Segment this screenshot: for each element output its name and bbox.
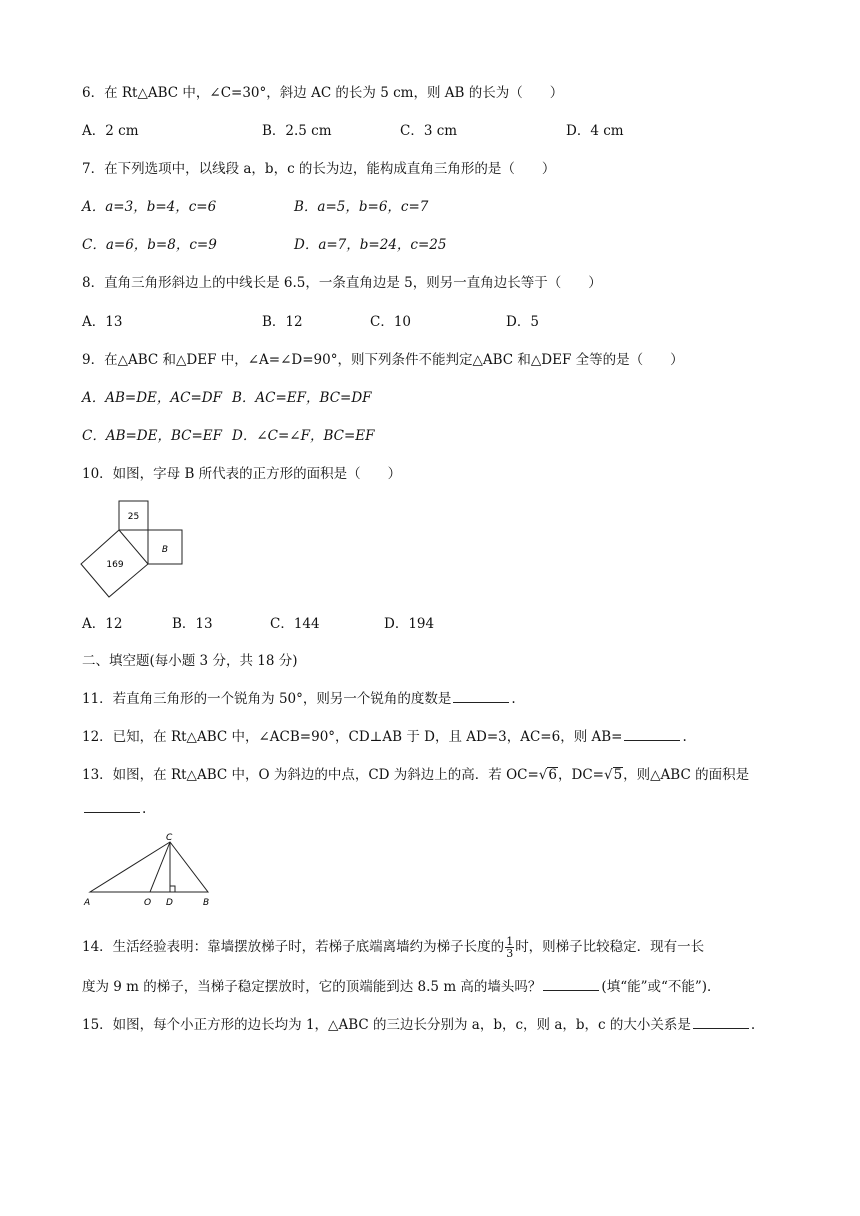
question-10: 10．如图，字母 B 所代表的正方形的面积是（ ） [82, 466, 402, 482]
label-a: A [84, 898, 91, 908]
q13-sqrt-5: 5 [613, 767, 623, 783]
q13-end: . [142, 801, 147, 817]
q10-option-b: B．13 [172, 616, 213, 632]
section-2-heading: 二、填空题(每小题 3 分，共 18 分) [82, 653, 298, 669]
q14-text-1: 14．生活经验表明：靠墙摆放梯子时，若梯子底端离墙约为梯子长度的 [82, 939, 505, 955]
q10-option-d: D．194 [384, 616, 435, 632]
question-14-cont [82, 978, 721, 996]
q10-option-a: A．12 [82, 616, 123, 632]
q6-option-a: A．2 cm [82, 123, 139, 139]
q7-option-b: B．a=5，b=6，c=7 [294, 199, 429, 215]
q9-option-d: D．∠C=∠F，BC=EF [232, 428, 375, 444]
q15-text: 15．如图，每个小正方形的边长均为 1，△ABC 的三边长分别为 a，b，c，则 a，b，c 的大小关系是 [82, 1017, 691, 1033]
answer-blank[interactable] [543, 978, 599, 991]
question-9: 9．在△ABC 和△DEF 中，∠A=∠D=90°，则下列条件不能判定△ABC 和△DEF 全等的是（ ） [82, 352, 684, 368]
q13-text-3: ，则△ABC 的面积是 [623, 767, 750, 783]
q6-option-b: B．2.5 cm [262, 123, 332, 139]
label-b: B [203, 898, 210, 908]
q12-text: 12．已知，在 Rt△ABC 中，∠ACB=90°，CD⊥AB 于 D，且 AD=3，AC=6，则 AB= [82, 729, 623, 745]
q9-option-a: A．AB=DE，AC=DF [82, 390, 222, 406]
answer-blank[interactable] [624, 728, 680, 741]
q14-text-2: 时，则梯子比较稳定．现有一长 [515, 939, 705, 955]
triangle-abc [90, 842, 208, 892]
q6-option-d: D．4 cm [566, 123, 624, 139]
answer-blank[interactable] [693, 1016, 749, 1029]
question-11 [82, 690, 516, 708]
q7-option-a: A．a=3，b=4，c=6 [82, 199, 217, 215]
q8-option-b: B．12 [262, 314, 303, 330]
label-o: O [144, 898, 152, 908]
q7-option-c: C．a=6，b=8，c=9 [82, 237, 217, 253]
sqrt-sign: √ [603, 767, 613, 783]
right-square-label: B [161, 545, 169, 555]
q7-option-d: D．a=7，b=24，c=25 [294, 237, 447, 253]
segment-co [150, 842, 170, 892]
right-angle-mark [170, 886, 175, 892]
top-square-label: 25 [127, 512, 140, 522]
fraction-denominator: 3 [506, 947, 514, 960]
q11-end: . [511, 691, 516, 707]
q14-text-4: (填“能”或“不能”)． [601, 979, 721, 995]
label-d: D [166, 898, 173, 908]
answer-blank[interactable] [84, 800, 140, 813]
question-13 [82, 766, 749, 784]
q13-text-1: 13．如图，在 Rt△ABC 中，O 为斜边的中点，CD 为斜边上的高．若 OC= [82, 767, 539, 783]
q13-text-2: ，DC= [558, 767, 604, 783]
label-c: C [166, 833, 173, 843]
q8-option-c: C．10 [370, 314, 412, 330]
answer-blank[interactable] [453, 690, 509, 703]
q8-option-a: A．13 [82, 314, 123, 330]
triangle-figure [80, 830, 220, 908]
fraction-numerator: 1 [506, 935, 514, 948]
q8-option-d: D．5 [506, 314, 539, 330]
q15-end: . [750, 1017, 756, 1033]
q6-option-c: C．3 cm [400, 123, 458, 139]
sqrt-sign: √ [538, 767, 548, 783]
question-15 [82, 1016, 755, 1034]
q14-text-3: 度为 9 m 的梯子，当梯子稳定摆放时，它的顶端能到达 8.5 m 高的墙头吗？ [82, 979, 542, 995]
question-7: 7．在下列选项中，以线段 a，b，c 的长为边，能构成直角三角形的是（ ） [82, 161, 556, 177]
squares-figure [80, 497, 190, 599]
question-8: 8．直角三角形斜边上的中线长是 6.5，一条直角边是 5，则另一直角边长等于（ ） [82, 275, 602, 291]
q12-end: . [682, 729, 687, 745]
question-14 [82, 936, 704, 959]
fraction-one-third [505, 936, 514, 959]
q10-option-c: C．144 [270, 616, 320, 632]
q9-option-b: B．AC=EF，BC=DF [232, 390, 372, 406]
q13-sqrt-6: 6 [548, 767, 557, 783]
question-12 [82, 728, 687, 746]
q11-text: 11．若直角三角形的一个锐角为 50°，则另一个锐角的度数是 [82, 691, 452, 707]
question-6: 6．在 Rt△ABC 中，∠C=30°，斜边 AC 的长为 5 cm，则 AB 的长为（ ） [82, 85, 564, 101]
q9-option-c: C．AB=DE，BC=EF [82, 428, 223, 444]
question-13-cont [82, 800, 146, 818]
left-square-label: 169 [106, 560, 124, 570]
